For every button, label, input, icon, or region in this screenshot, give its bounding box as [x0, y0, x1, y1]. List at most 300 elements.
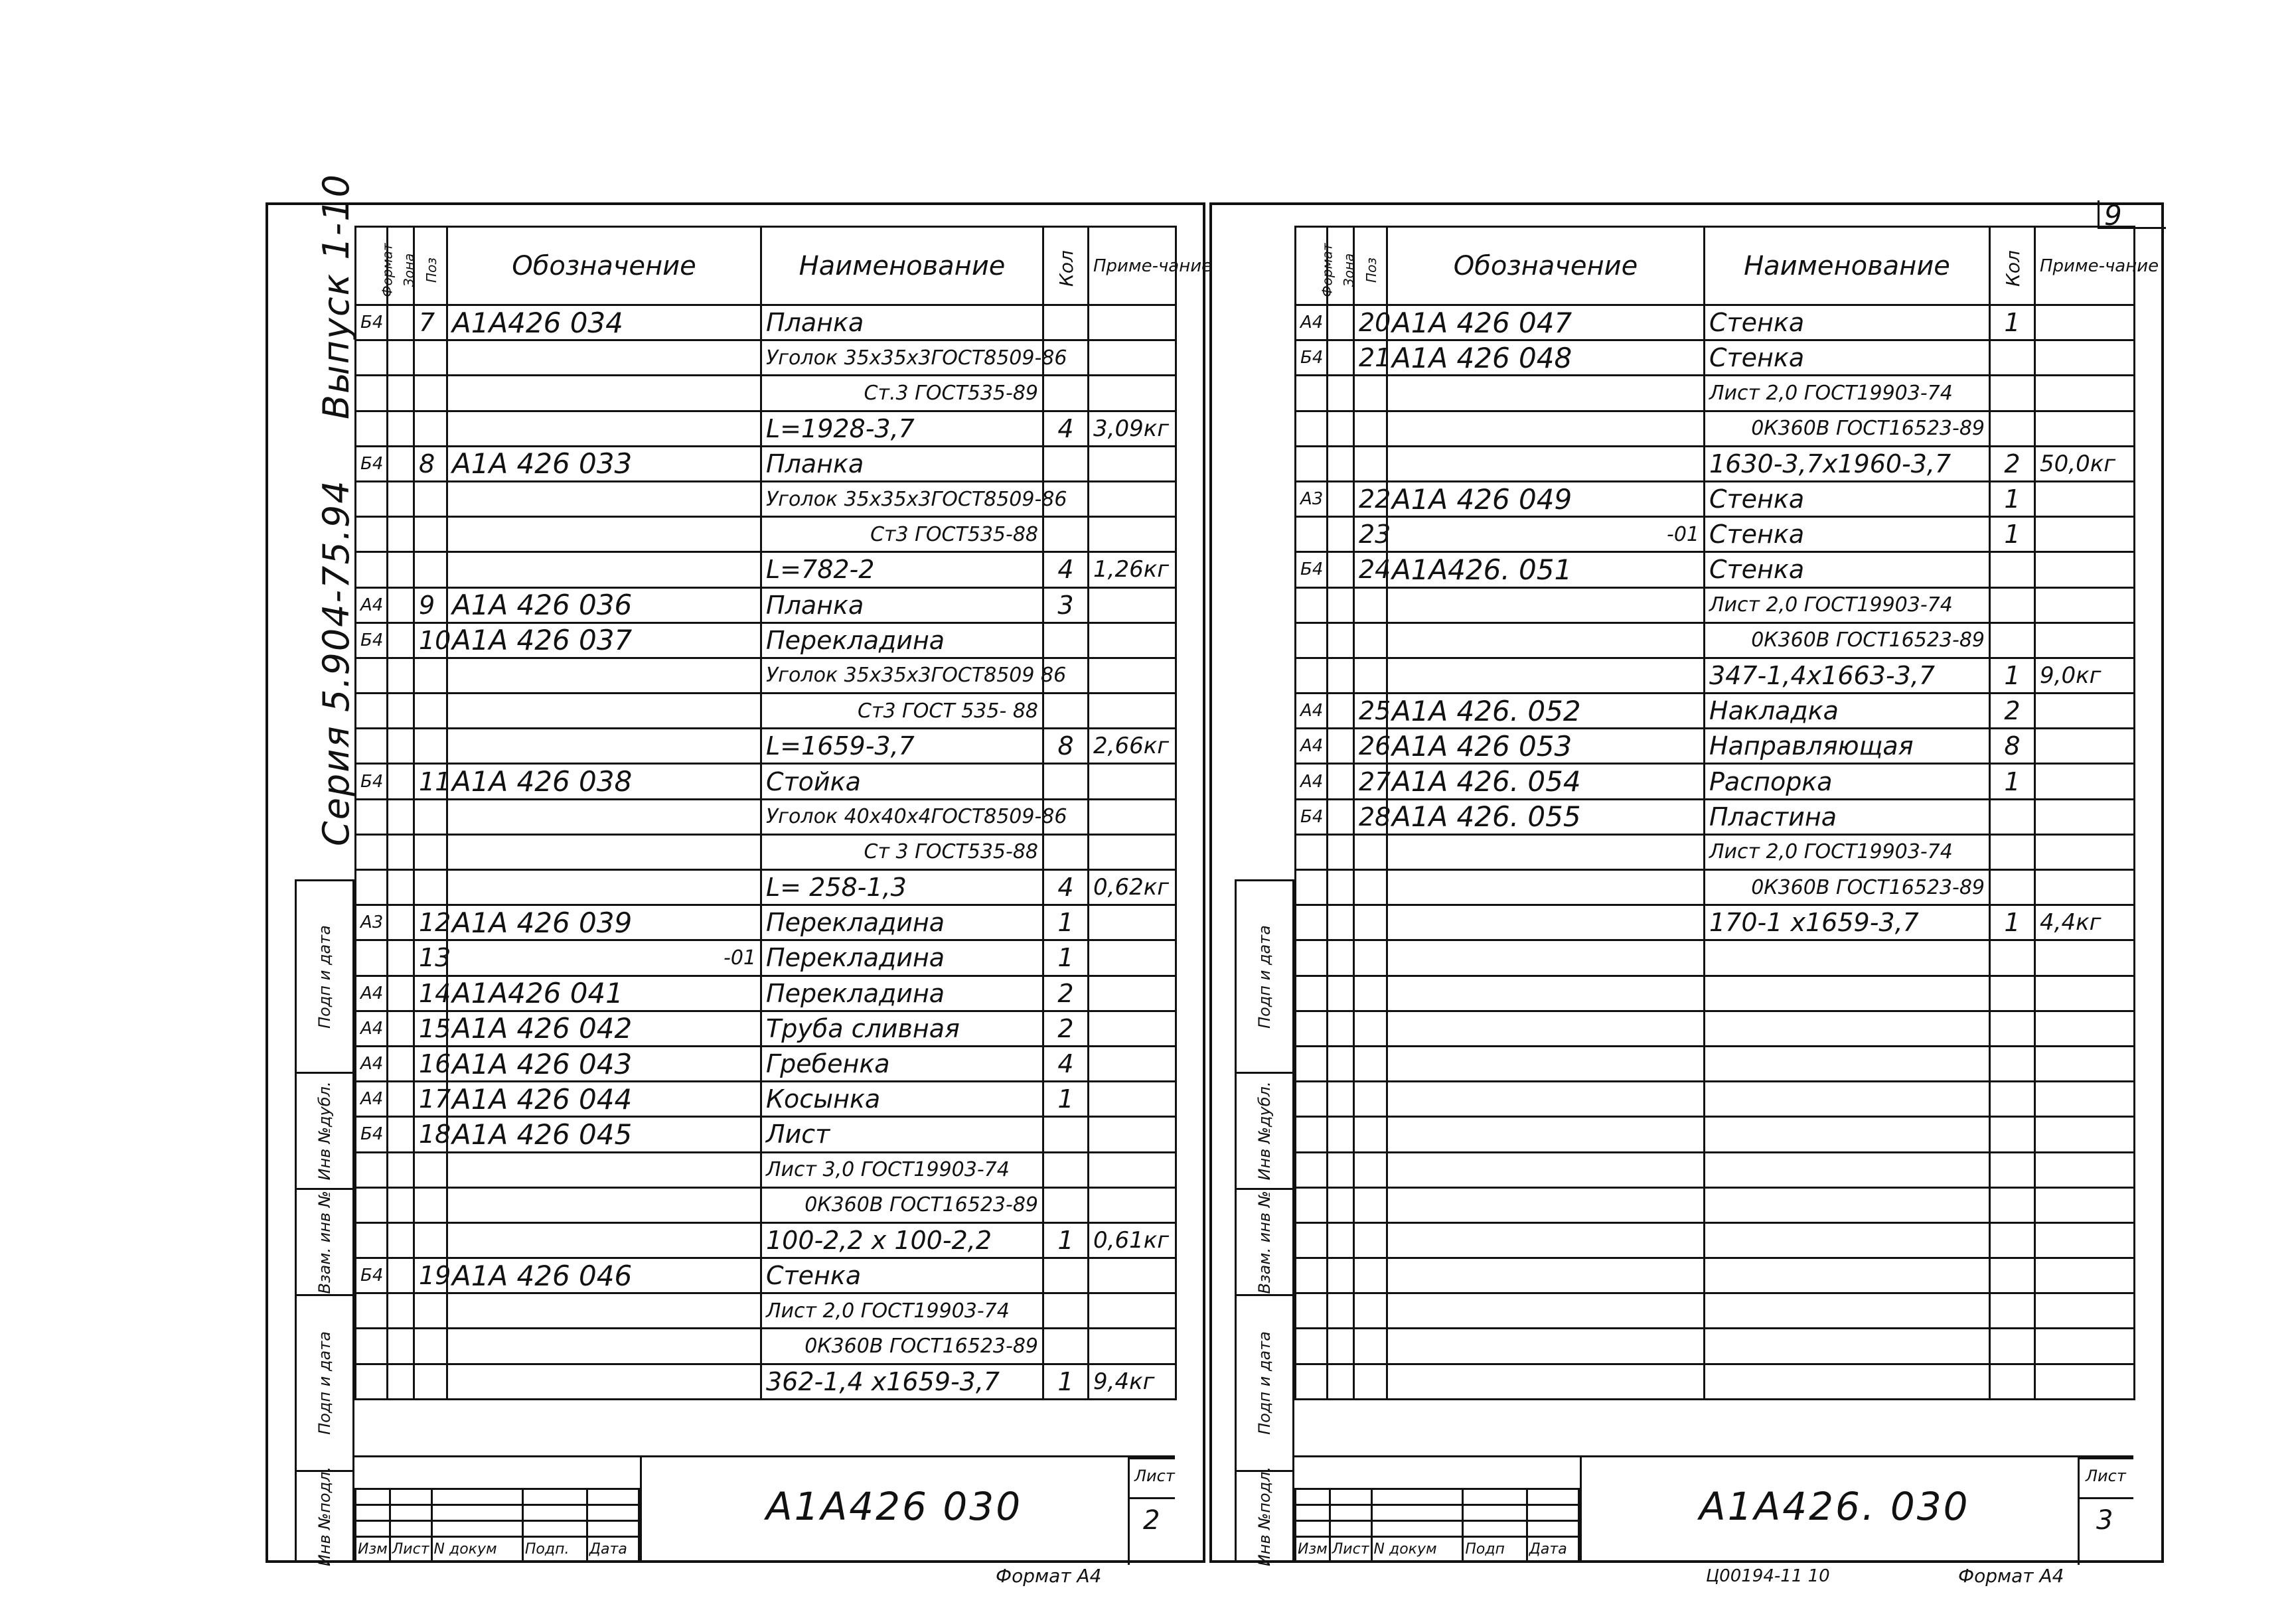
note-cell [1089, 622, 1176, 658]
table-row [356, 1293, 1176, 1329]
note-cell [2035, 1082, 2135, 1117]
pos-cell: 28 [1354, 799, 1387, 834]
qty-cell: 1 [1990, 305, 2035, 340]
note-cell: 4,4кг [2035, 905, 2135, 940]
note-cell [2035, 1258, 2135, 1293]
note-cell [1089, 587, 1176, 622]
format-cell: А4 [356, 1082, 388, 1117]
tb-col-label: N докум [431, 1537, 522, 1562]
zone-cell [388, 411, 414, 446]
table-row [1296, 694, 2135, 729]
format-cell: А4 [1296, 729, 1328, 764]
designation-cell [447, 376, 761, 411]
pos-cell: 9 [414, 587, 447, 622]
pos-cell [414, 1187, 447, 1222]
note-cell [2035, 376, 2135, 411]
designation-cell: А1А 426 043 [447, 1046, 761, 1081]
qty-cell: 2 [1043, 976, 1089, 1011]
pos-cell [1354, 1222, 1387, 1258]
col-format: Формат [1296, 227, 1328, 305]
note-cell [2035, 1152, 2135, 1187]
qty-cell [1043, 694, 1089, 729]
zone-cell [1328, 1046, 1354, 1081]
designation-cell: -01 [447, 940, 761, 976]
format-cell [356, 411, 388, 446]
format-cell [1296, 1046, 1328, 1081]
table-row [356, 1187, 1176, 1222]
name-cell: Распорка [1705, 764, 1990, 799]
table-row [356, 694, 1176, 729]
qty-cell [1043, 1293, 1089, 1329]
designation-cell [1387, 905, 1705, 940]
note-cell: 50,0кг [2035, 446, 2135, 481]
name-cell: 170-1 х1659-3,7 [1705, 905, 1990, 940]
note-cell [1089, 305, 1176, 340]
note-cell [2035, 1222, 2135, 1258]
stamp-label: Взам. инв № [315, 1190, 334, 1294]
table-row [356, 1082, 1176, 1117]
note-cell [1089, 764, 1176, 799]
name-cell: 0К360В ГОСТ16523-89 [761, 1187, 1043, 1222]
name-cell: Стенка [1705, 340, 1990, 376]
zone-cell [1328, 1011, 1354, 1046]
note-cell: 0,62кг [1089, 870, 1176, 905]
pos-cell: 17 [414, 1082, 447, 1117]
name-cell: Пластина [1705, 799, 1990, 834]
pos-cell [1354, 1082, 1387, 1117]
designation-cell: А1А 426 038 [447, 764, 761, 799]
name-cell: L= 258-1,3 [761, 870, 1043, 905]
pos-cell: 15 [414, 1011, 447, 1046]
note-cell [2035, 552, 2135, 587]
zone-cell [388, 552, 414, 587]
pos-cell [1354, 1046, 1387, 1081]
name-cell [1705, 1187, 1990, 1222]
table-row [356, 1329, 1176, 1364]
pos-cell: 12 [414, 905, 447, 940]
pos-cell: 20 [1354, 305, 1387, 340]
name-cell: Стенка [1705, 305, 1990, 340]
qty-cell [1043, 764, 1089, 799]
table-row [1296, 587, 2135, 622]
pos-cell [414, 1152, 447, 1187]
table-row [356, 658, 1176, 693]
page-number: 9 [2104, 199, 2122, 232]
designation-cell: А1А 426 046 [447, 1258, 761, 1293]
format-cell [1296, 587, 1328, 622]
table-row [1296, 1152, 2135, 1187]
format-cell [356, 1364, 388, 1399]
name-cell [1705, 1046, 1990, 1081]
qty-cell [1990, 1187, 2035, 1222]
pos-cell [1354, 1293, 1387, 1329]
qty-cell [1990, 622, 2035, 658]
format-cell: Б4 [356, 764, 388, 799]
designation-cell: А1А 426 049 [1387, 481, 1705, 516]
qty-cell [1990, 1152, 2035, 1187]
title-block-left [354, 1455, 1175, 1563]
pos-cell [414, 729, 447, 764]
qty-cell [1990, 1329, 2035, 1364]
zone-cell [388, 1222, 414, 1258]
format-cell: Б4 [1296, 552, 1328, 587]
name-cell [1705, 1117, 1990, 1152]
tb-col-label: Дата [587, 1537, 639, 1562]
note-cell: 2,66кг [1089, 729, 1176, 764]
note-cell: 9,4кг [1089, 1364, 1176, 1399]
zone-cell [388, 1258, 414, 1293]
format-cell [356, 940, 388, 976]
qty-cell [1043, 622, 1089, 658]
qty-cell [1990, 940, 2035, 976]
note-cell [2035, 587, 2135, 622]
pos-cell [414, 799, 447, 834]
format-cell [356, 552, 388, 587]
qty-cell: 1 [1043, 940, 1089, 976]
col-zone: Зона [388, 227, 414, 305]
designation-cell [447, 658, 761, 693]
designation-cell: А1А 426. 054 [1387, 764, 1705, 799]
note-cell [1089, 446, 1176, 481]
format-cell [356, 870, 388, 905]
qty-cell: 1 [1043, 905, 1089, 940]
note-cell [1089, 1293, 1176, 1329]
stamp-label: Взам. инв № [1255, 1190, 1274, 1294]
table-row [1296, 1364, 2135, 1399]
format-cell: Б4 [1296, 340, 1328, 376]
designation-cell: А1А 426 036 [447, 587, 761, 622]
format-cell: А4 [356, 976, 388, 1011]
zone-cell [1328, 517, 1354, 552]
pos-cell [1354, 1364, 1387, 1399]
qty-cell [1043, 305, 1089, 340]
zone-cell [1328, 764, 1354, 799]
zone-cell [1328, 1258, 1354, 1293]
note-cell [1089, 834, 1176, 869]
format-cell [1296, 870, 1328, 905]
name-cell [1705, 1364, 1990, 1399]
pos-cell [1354, 446, 1387, 481]
table-row [356, 1364, 1176, 1399]
designation-cell [1387, 446, 1705, 481]
qty-cell [1990, 411, 2035, 446]
designation-cell [447, 411, 761, 446]
pos-cell [414, 834, 447, 869]
note-cell [1089, 1046, 1176, 1081]
zone-cell [1328, 305, 1354, 340]
designation-cell: А1А 426 042 [447, 1011, 761, 1046]
stamp-label: Инв №дубл. [315, 1081, 334, 1181]
table-row [1296, 1082, 2135, 1117]
zone-cell [388, 446, 414, 481]
table-row [1296, 622, 2135, 658]
name-cell: Накладка [1705, 694, 1990, 729]
pos-cell [414, 517, 447, 552]
name-cell: Труба сливная [761, 1011, 1043, 1046]
qty-cell [1990, 376, 2035, 411]
table-row [1296, 976, 2135, 1011]
table-header [1296, 227, 2135, 305]
pos-cell [1354, 622, 1387, 658]
note-cell [2035, 976, 2135, 1011]
designation-cell: А1А 426 045 [447, 1117, 761, 1152]
note-cell [2035, 622, 2135, 658]
zone-cell [1328, 446, 1354, 481]
name-cell [1705, 1293, 1990, 1329]
pos-cell: 13 [414, 940, 447, 976]
format-cell [1296, 1222, 1328, 1258]
designation-cell [1387, 1117, 1705, 1152]
zone-cell [1328, 1293, 1354, 1329]
zone-cell [388, 587, 414, 622]
zone-cell [388, 764, 414, 799]
qty-cell [1043, 1187, 1089, 1222]
name-cell: Лист 3,0 ГОСТ19903-74 [761, 1152, 1043, 1187]
pos-cell [414, 552, 447, 587]
table-row [1296, 729, 2135, 764]
format-cell [1296, 446, 1328, 481]
col-note: Приме-чание [2035, 227, 2135, 305]
pos-cell [414, 658, 447, 693]
note-cell [2035, 764, 2135, 799]
col-designation: Обозначение [447, 227, 761, 305]
note-cell [2035, 1011, 2135, 1046]
table-row [356, 940, 1176, 976]
designation-cell [1387, 1046, 1705, 1081]
tb-col-label: Лист [1330, 1537, 1371, 1562]
note-cell [1089, 1011, 1176, 1046]
table-row [356, 1152, 1176, 1187]
qty-cell [1990, 870, 2035, 905]
name-cell [1705, 1011, 1990, 1046]
designation-cell: А1А426 041 [447, 976, 761, 1011]
table-header [356, 227, 1176, 305]
table-row [356, 1222, 1176, 1258]
col-zone: Зона [1328, 227, 1354, 305]
note-cell [2035, 481, 2135, 516]
qty-cell: 4 [1043, 552, 1089, 587]
pos-cell [1354, 587, 1387, 622]
qty-cell: 4 [1043, 870, 1089, 905]
format-cell: А4 [1296, 764, 1328, 799]
name-cell: 1630-3,7х1960-3,7 [1705, 446, 1990, 481]
note-cell [2035, 1364, 2135, 1399]
qty-cell: 1 [1990, 481, 2035, 516]
table-row [1296, 799, 2135, 834]
zone-cell [1328, 481, 1354, 516]
format-cell [1296, 1117, 1328, 1152]
pos-cell: 16 [414, 1046, 447, 1081]
designation-cell [1387, 411, 1705, 446]
name-cell: Лист 2,0 ГОСТ19903-74 [1705, 587, 1990, 622]
stamp-column-right [1235, 879, 1294, 1567]
sheet-number: 3 [2096, 1505, 2113, 1536]
qty-cell: 8 [1990, 729, 2035, 764]
name-cell: 347-1,4х1663-3,7 [1705, 658, 1990, 693]
col-name: Наименование [1705, 227, 1990, 305]
qty-cell [1043, 1117, 1089, 1152]
designation-cell [1387, 658, 1705, 693]
table-row [1296, 658, 2135, 693]
zone-cell [1328, 694, 1354, 729]
name-cell: 362-1,4 х1659-3,7 [761, 1364, 1043, 1399]
format-cell [1296, 1082, 1328, 1117]
format-cell: Б4 [356, 622, 388, 658]
pos-cell: 8 [414, 446, 447, 481]
table-row [356, 622, 1176, 658]
stamp-label: Подп и дата [1255, 924, 1274, 1029]
format-cell [356, 340, 388, 376]
zone-cell [388, 905, 414, 940]
pos-cell [414, 1329, 447, 1364]
col-qty: Кол [1043, 227, 1089, 305]
pos-cell [1354, 1329, 1387, 1364]
qty-cell [1990, 834, 2035, 869]
tb-col-label: Лист [390, 1537, 431, 1562]
note-cell [1089, 976, 1176, 1011]
table-row [356, 834, 1176, 869]
table-row [356, 517, 1176, 552]
table-row [356, 976, 1176, 1011]
format-cell: Б4 [356, 305, 388, 340]
zone-cell [1328, 622, 1354, 658]
table-row [356, 870, 1176, 905]
format-cell: Б4 [356, 1258, 388, 1293]
table-row [356, 764, 1176, 799]
zone-cell [388, 1152, 414, 1187]
qty-cell [1990, 1117, 2035, 1152]
zone-cell [1328, 1364, 1354, 1399]
table-row [356, 587, 1176, 622]
zone-cell [1328, 1152, 1354, 1187]
zone-cell [388, 622, 414, 658]
name-cell [1705, 1152, 1990, 1187]
table-row [1296, 1187, 2135, 1222]
qty-cell: 8 [1043, 729, 1089, 764]
designation-cell: А1А 426 044 [447, 1082, 761, 1117]
note-cell [1089, 1329, 1176, 1364]
zone-cell [1328, 834, 1354, 869]
table-row [1296, 940, 2135, 976]
pos-cell [1354, 834, 1387, 869]
note-cell [1089, 940, 1176, 976]
note-cell [2035, 305, 2135, 340]
sheet-label: Лист [2086, 1467, 2126, 1485]
note-cell [1089, 1117, 1176, 1152]
designation-cell [447, 834, 761, 869]
table-row [1296, 1222, 2135, 1258]
name-cell: L=1659-3,7 [761, 729, 1043, 764]
note-cell [1089, 658, 1176, 693]
format-cell [1296, 622, 1328, 658]
name-cell: Гребенка [761, 1046, 1043, 1081]
note-cell [2035, 729, 2135, 764]
format-cell [1296, 1293, 1328, 1329]
qty-cell: 1 [1990, 905, 2035, 940]
qty-cell: 1 [1043, 1364, 1089, 1399]
stamp-label: Инв №дубл. [1255, 1081, 1274, 1181]
table-row [1296, 1117, 2135, 1152]
zone-cell [1328, 799, 1354, 834]
zone-cell [388, 870, 414, 905]
name-cell: 0К360В ГОСТ16523-89 [1705, 411, 1990, 446]
note-cell [2035, 1117, 2135, 1152]
designation-cell [1387, 870, 1705, 905]
table-row [1296, 764, 2135, 799]
note-cell [1089, 1152, 1176, 1187]
sheet-label: Лист [1134, 1467, 1175, 1485]
note-cell [1089, 905, 1176, 940]
format-cell: Б4 [1296, 799, 1328, 834]
name-cell [1705, 1329, 1990, 1364]
table-row [1296, 834, 2135, 869]
table-row [1296, 481, 2135, 516]
format-cell: А3 [1296, 481, 1328, 516]
name-cell: Стенка [1705, 481, 1990, 516]
spec-table-left [354, 226, 1213, 1400]
stamp-label: Подп и дата [315, 924, 334, 1029]
tb-col-label: Подп. [522, 1537, 587, 1562]
qty-cell: 1 [1990, 517, 2035, 552]
qty-cell [1043, 834, 1089, 869]
designation-cell: А1А 426 053 [1387, 729, 1705, 764]
designation-cell [1387, 1258, 1705, 1293]
designation-cell [447, 1152, 761, 1187]
note-cell [2035, 940, 2135, 976]
qty-cell [1990, 340, 2035, 376]
designation-cell [1387, 1222, 1705, 1258]
zone-cell [388, 1293, 414, 1329]
format-cell: А4 [356, 1046, 388, 1081]
zone-cell [1328, 940, 1354, 976]
pos-cell: 19 [414, 1258, 447, 1293]
format-cell: А4 [356, 1011, 388, 1046]
stamp-label: Подп и дата [1255, 1331, 1274, 1435]
zone-cell [388, 305, 414, 340]
designation-cell [1387, 1011, 1705, 1046]
zone-cell [1328, 976, 1354, 1011]
pos-cell [414, 340, 447, 376]
pos-cell: 24 [1354, 552, 1387, 587]
pos-cell [414, 481, 447, 516]
zone-cell [1328, 340, 1354, 376]
pos-cell [414, 411, 447, 446]
format-cell [356, 1187, 388, 1222]
designation-cell [447, 799, 761, 834]
name-cell [1705, 1222, 1990, 1258]
name-cell: Планка [761, 446, 1043, 481]
zone-cell [388, 940, 414, 976]
designation-cell [1387, 940, 1705, 976]
zone-cell [388, 376, 414, 411]
pos-cell: 18 [414, 1117, 447, 1152]
zone-cell [1328, 1187, 1354, 1222]
designation-cell [447, 1329, 761, 1364]
format-cell [356, 658, 388, 693]
archive-code: Ц00194-11 10 [1706, 1566, 1830, 1586]
pos-cell: 11 [414, 764, 447, 799]
name-cell: Направляющая [1705, 729, 1990, 764]
name-cell: 100-2,2 х 100-2,2 [761, 1222, 1043, 1258]
note-cell: 3,09кг [1089, 411, 1176, 446]
pos-cell: 14 [414, 976, 447, 1011]
zone-cell [1328, 552, 1354, 587]
format-cell [356, 729, 388, 764]
table-row [1296, 1011, 2135, 1046]
zone-cell [1328, 1222, 1354, 1258]
name-cell: Ст3 ГОСТ535-88 [761, 517, 1043, 552]
format-cell [356, 1222, 388, 1258]
